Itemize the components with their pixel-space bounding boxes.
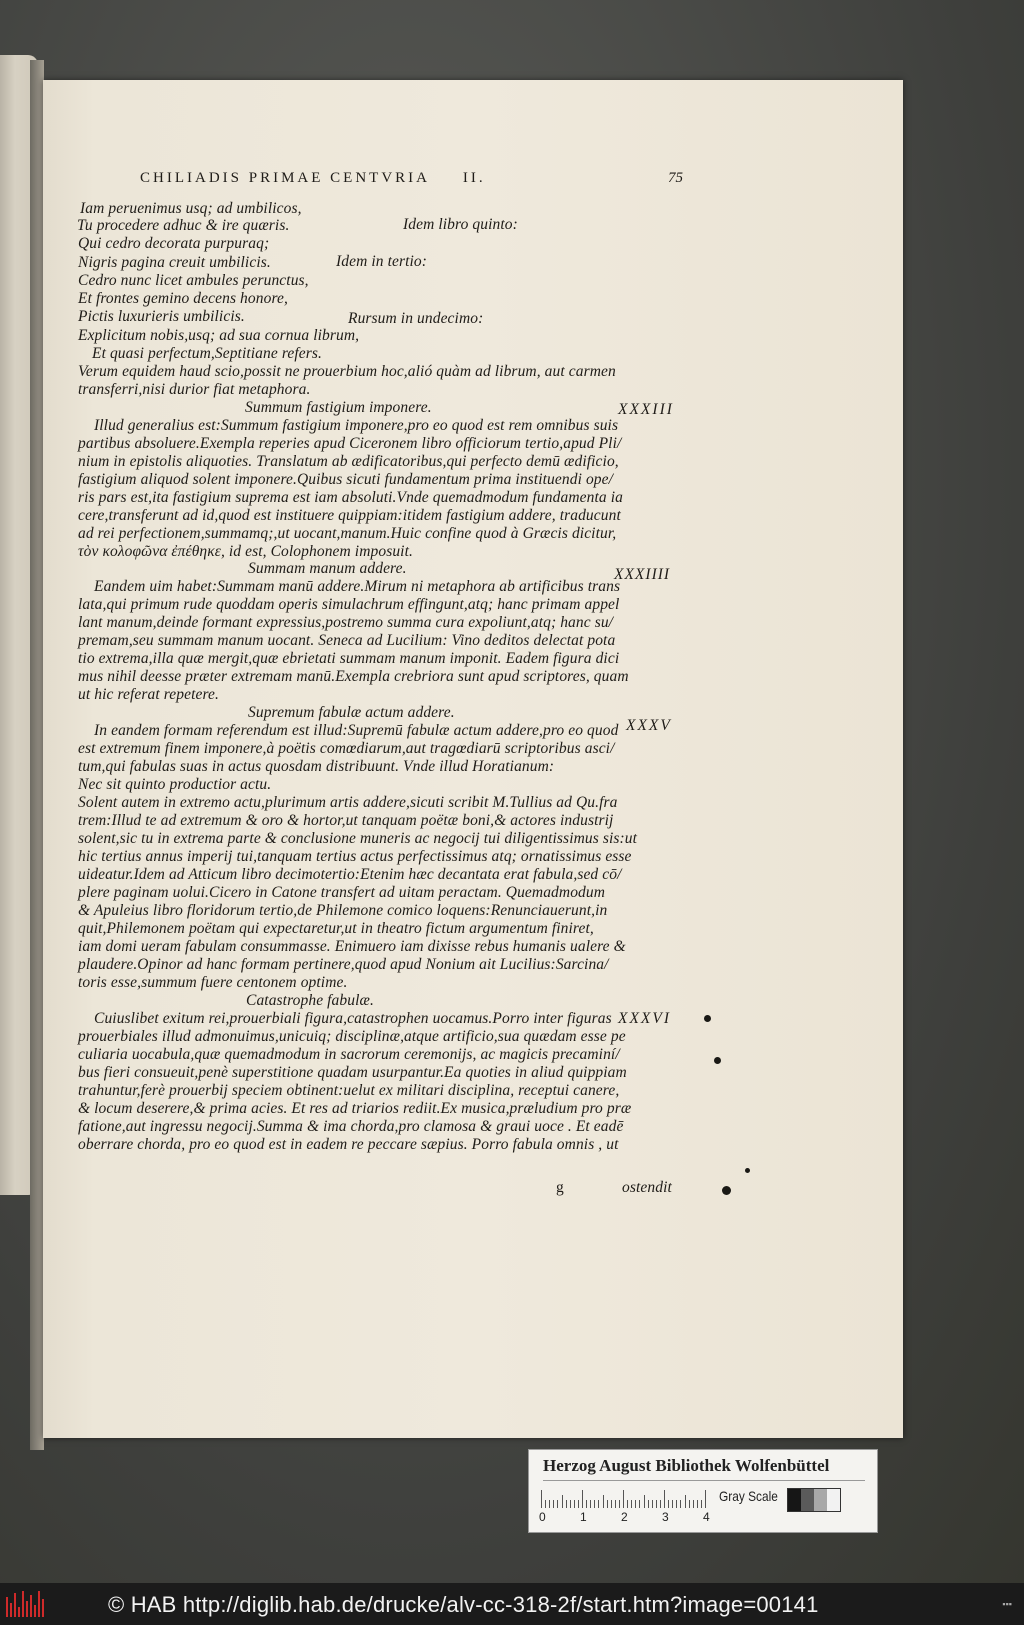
logo-bar [14, 1593, 16, 1617]
text-line: Nec sit quinto productior actu. [78, 776, 272, 793]
ruler-tick [705, 1490, 706, 1508]
ruler-tick [631, 1500, 632, 1508]
ruler-tick [594, 1500, 595, 1508]
text-line: Qui cedro decorata purpuraq; [78, 235, 270, 252]
text-line: fatione,aut ingressu negocij.Summa & ima chorda,pro clamosa & graui uoce . Et eadē [78, 1118, 624, 1135]
gray-scale-label: Gray Scale [719, 1488, 778, 1504]
ruler-tick [562, 1495, 563, 1508]
ruler-tick [578, 1500, 579, 1508]
text-line: Explicitum nobis,usq; ad sua cornua librum, [78, 327, 360, 344]
ruler-tick [656, 1500, 657, 1508]
ink-spot [714, 1057, 721, 1064]
text-line: plaudere.Opinor ad hanc formam pertinere,quod apud Nonium ait Lucilius:Sarcina/ [78, 956, 609, 973]
ruler-tick [619, 1500, 620, 1508]
text-line: Eandem uim habet:Summam manū addere.Mirum ni metaphora ab artificibus trans [94, 578, 621, 595]
text-line: Catastrophe fabulæ. [246, 992, 374, 1009]
text-line: bus fieri consueuit,penè superstitione quadam usurpantur.Ea quoties in aliud quippiam [78, 1064, 627, 1081]
text-line: Summam manum addere. [248, 560, 407, 577]
catchword: ostendit [622, 1179, 672, 1196]
side-note: Idem libro quinto: [403, 216, 518, 233]
ruler-tick [623, 1490, 624, 1508]
text-line: nium in epistolis aliquoties. Translatum ab ædificatoribus,qui perfecto demū ædificio, [78, 453, 619, 470]
ruler-tick [627, 1500, 628, 1508]
ruler-tick [660, 1500, 661, 1508]
signature-mark: g [556, 1179, 564, 1196]
section-number: XXXIII [618, 401, 674, 418]
ruler-tick [668, 1500, 669, 1508]
ruler-tick [685, 1495, 686, 1508]
text-line: hic tertius annus imperij tui,tanquam tertius actus perfectissimus atq; ornatissimus esse [78, 848, 632, 865]
text-line: prouerbiales illud admonuimus,unicuiq; disciplinæ,atque artificio,sua quædam esse pe [78, 1028, 626, 1045]
text-line: premam,seu summam manum uocant. Seneca ad Lucilium: Vino deditos delectat pota [78, 632, 616, 649]
side-note: Rursum in undecimo: [348, 310, 484, 327]
section-number: XXXV [626, 717, 672, 734]
text-line: uideatur.Idem ad Atticum libro decimotertio:Etenim hæc decantata erat fabula,sed cō/ [78, 866, 622, 883]
gray-swatch [827, 1489, 840, 1511]
ruler-tick [664, 1490, 665, 1508]
binding-shadow [30, 60, 44, 1450]
text-line: In eandem formam referendum est illud:Supremū fabulæ actum addere,pro eo quod [94, 722, 619, 739]
logo-bar [6, 1597, 8, 1617]
text-line: trem:Illud te ad extremum & oro & hortor,ut tanquam poëtæ boni,& actores industrij [78, 812, 614, 829]
footer-copyright-url[interactable]: © HAB http://diglib.hab.de/drucke/alv-cc-318-2f/start.htm?image=00141 [108, 1592, 819, 1617]
gray-swatch [801, 1489, 814, 1511]
ruler-tick [603, 1495, 604, 1508]
ruler-number: 0 [539, 1510, 546, 1524]
text-line: transferri,nisi durior fiat metaphora. [78, 381, 311, 398]
ruler-tick [635, 1500, 636, 1508]
ruler-tick [570, 1500, 571, 1508]
text-line: lant manum,deinde formant expressius,postremo summa cura expoliunt,atq; hanc su/ [78, 614, 614, 631]
text-line: oberrare chorda, pro eo quod est in eadem re peccare sæpius. Porro fabula omnis , ut [78, 1136, 619, 1153]
gray-scale-swatches [787, 1488, 841, 1512]
side-note: Idem in tertio: [336, 253, 428, 270]
ruler-tick [689, 1500, 690, 1508]
text-line: Et frontes gemino decens honore, [78, 290, 288, 307]
ruler-tick [582, 1490, 583, 1508]
ruler-tick [590, 1500, 591, 1508]
footer-bar [0, 1583, 1024, 1625]
text-line: culiaria uocabula,quæ quemadmodum in sacrorum ceremonijs, ac magicis precaminí/ [78, 1046, 620, 1063]
ruler-tick [574, 1500, 575, 1508]
logo-bar [22, 1591, 24, 1617]
page-number: 75 [668, 170, 683, 186]
ruler-number: 2 [621, 1510, 628, 1524]
ruler-tick [586, 1500, 587, 1508]
section-number: XXXIIII [614, 566, 671, 583]
text-line: Cedro nunc licet ambules perunctus, [78, 272, 309, 289]
text-line: Tu procedere adhuc & ire quæris. [77, 217, 290, 234]
text-line: & locum deserere,& prima acies. Et res ad triarios rediit.Ex musica,præludium pro præ [78, 1100, 632, 1117]
ruler-tick [680, 1500, 681, 1508]
ruler-number: 4 [703, 1510, 710, 1524]
ruler-tick [672, 1500, 673, 1508]
ruler-tick [541, 1490, 542, 1508]
ruler-tick [615, 1500, 616, 1508]
ink-spot [722, 1186, 731, 1195]
text-line: ut hic referat repetere. [78, 686, 219, 703]
ruler-tick [693, 1500, 694, 1508]
text-line: Supremum fabulæ actum addere. [248, 704, 455, 721]
text-line: & Apuleius libro floridorum tertio,de Philemone comico loquens:Renunciauerunt,in [78, 902, 608, 919]
ruler-tick [553, 1500, 554, 1508]
logo-bar [38, 1591, 40, 1617]
text-line: Pictis luxurieris umbilicis. [78, 308, 245, 325]
text-line: τὸν κολοφῶνα ἐπέθηκε, id est, Colophonem imposuit. [78, 543, 413, 560]
ruler-tick [648, 1500, 649, 1508]
hab-logo-icon [6, 1591, 44, 1617]
text-line: ad rei perfectionem,summamq;,ut uocant,manum.Huic confine quod à Græcis dicitur, [78, 525, 617, 542]
text-line: Summum fastigium imponere. [245, 399, 432, 416]
ruler-number: 1 [580, 1510, 587, 1524]
text-line: ris pars est,ita fastigium suprema est iam absoluti.Vnde quemadmodum fundamenta ia [78, 489, 623, 506]
ruler-tick [701, 1500, 702, 1508]
text-line: Cuiuslibet exitum rei,prouerbiali figura,catastrophen uocamus.Porro inter figuras [94, 1010, 612, 1027]
ruler-tick [639, 1500, 640, 1508]
text-line: trahuntur,ferè prouerbij speciem obtinent:uelut ex militari disciplina, receptui canere, [78, 1082, 620, 1099]
text-line: tio extrema,illa quæ mergit,quæ ebrietati summam manum imponit. Eadem figura dici [78, 650, 620, 667]
card-divider [543, 1480, 865, 1481]
ink-spot [704, 1015, 711, 1022]
text-line: Solent autem in extremo actu,plurimum artis addere,sicuti scribit M.Tullius ad Qu.fra [78, 794, 618, 811]
ruler-tick [566, 1500, 567, 1508]
logo-bar [34, 1605, 36, 1617]
gray-swatch [814, 1489, 827, 1511]
text-line: plere paginam uolui.Cicero in Catone transfert ad uitam peractam. Quemadmodum [78, 884, 606, 901]
footer-corner-mark: ▪▪▪ [1002, 1599, 1012, 1609]
text-line: tum,qui fabulas suas in actus quosdam distribuunt. Vnde illud Horatianum: [78, 758, 555, 775]
text-line: cere,transferunt ad id,quod est instituere quippiam:itidem fastigium addere, traducunt [78, 507, 621, 524]
text-line: mus nihil deesse præter extremam manū.Exempla crebriora sunt apud scriptores, quam [78, 668, 629, 685]
text-line: Nigris pagina creuit umbilicis. [78, 254, 271, 271]
section-number: XXXVI [618, 1010, 672, 1027]
text-line: Et quasi perfectum,Septitiane refers. [92, 345, 322, 362]
card-title: Herzog August Bibliothek Wolfenbüttel [543, 1456, 830, 1475]
ruler-tick [652, 1500, 653, 1508]
logo-bar [42, 1599, 44, 1617]
ruler-tick [644, 1495, 645, 1508]
text-line: partibus absoluere.Exempla reperies apud Ciceronem libro officiorum tertio,apud Pli/ [78, 435, 622, 452]
ink-spot [745, 1168, 750, 1173]
ruler-tick [611, 1500, 612, 1508]
ruler-tick [545, 1500, 546, 1508]
running-head [140, 170, 486, 187]
text-line: solent,sic tu in extrema parte & conclusione muneris ac negocij tui diligentissimus sis:ut [78, 830, 638, 847]
ruler-tick [676, 1500, 677, 1508]
measurement-ruler [541, 1488, 711, 1508]
gray-swatch [788, 1489, 801, 1511]
text-line: lata,qui primum rude quoddam operis simulachrum effingunt,atq; hanc primam appel [78, 596, 620, 613]
text-line: quit,Philemonem poëtam qui expectaretur,ut in theatro fictum argumentum finiret, [78, 920, 594, 937]
ruler-tick [607, 1500, 608, 1508]
ruler-tick [549, 1500, 550, 1508]
logo-bar [10, 1603, 12, 1617]
ruler-tick [598, 1500, 599, 1508]
text-line: Verum equidem haud scio,possit ne prouerbium hoc,alió quàm ad librum, aut carmen [78, 363, 616, 380]
logo-bar [18, 1607, 20, 1617]
text-line: Iam peruenimus usq; ad umbilicos, [80, 200, 302, 217]
text-line: toris esse,summum fuere centonem optime. [78, 974, 348, 991]
color-scale-card [528, 1449, 878, 1533]
text-line: fastigium aliquod solent imponere.Quibus sicuti fundamentum prima instituendi ope/ [78, 471, 614, 488]
running-head-title: CHILIADIS PRIMAE CENTVRIA [140, 170, 430, 186]
logo-bar [30, 1595, 32, 1617]
running-head-numeral: II. [462, 170, 486, 186]
ruler-tick [697, 1500, 698, 1508]
logo-bar [26, 1601, 28, 1617]
text-line: Illud generalius est:Summum fastigium imponere,pro eo quod est rem omnibus suis [94, 417, 619, 434]
text-line: est extremum finem imponere,à poëtis comœdiarum,aut tragœdiarū scriptoribus asci/ [78, 740, 615, 757]
ruler-tick [557, 1500, 558, 1508]
ruler-number: 3 [662, 1510, 669, 1524]
text-line: iam domi ueram fabulam consummasse. Enimuero iam dixisse rebus humanis ualere & [78, 938, 626, 955]
